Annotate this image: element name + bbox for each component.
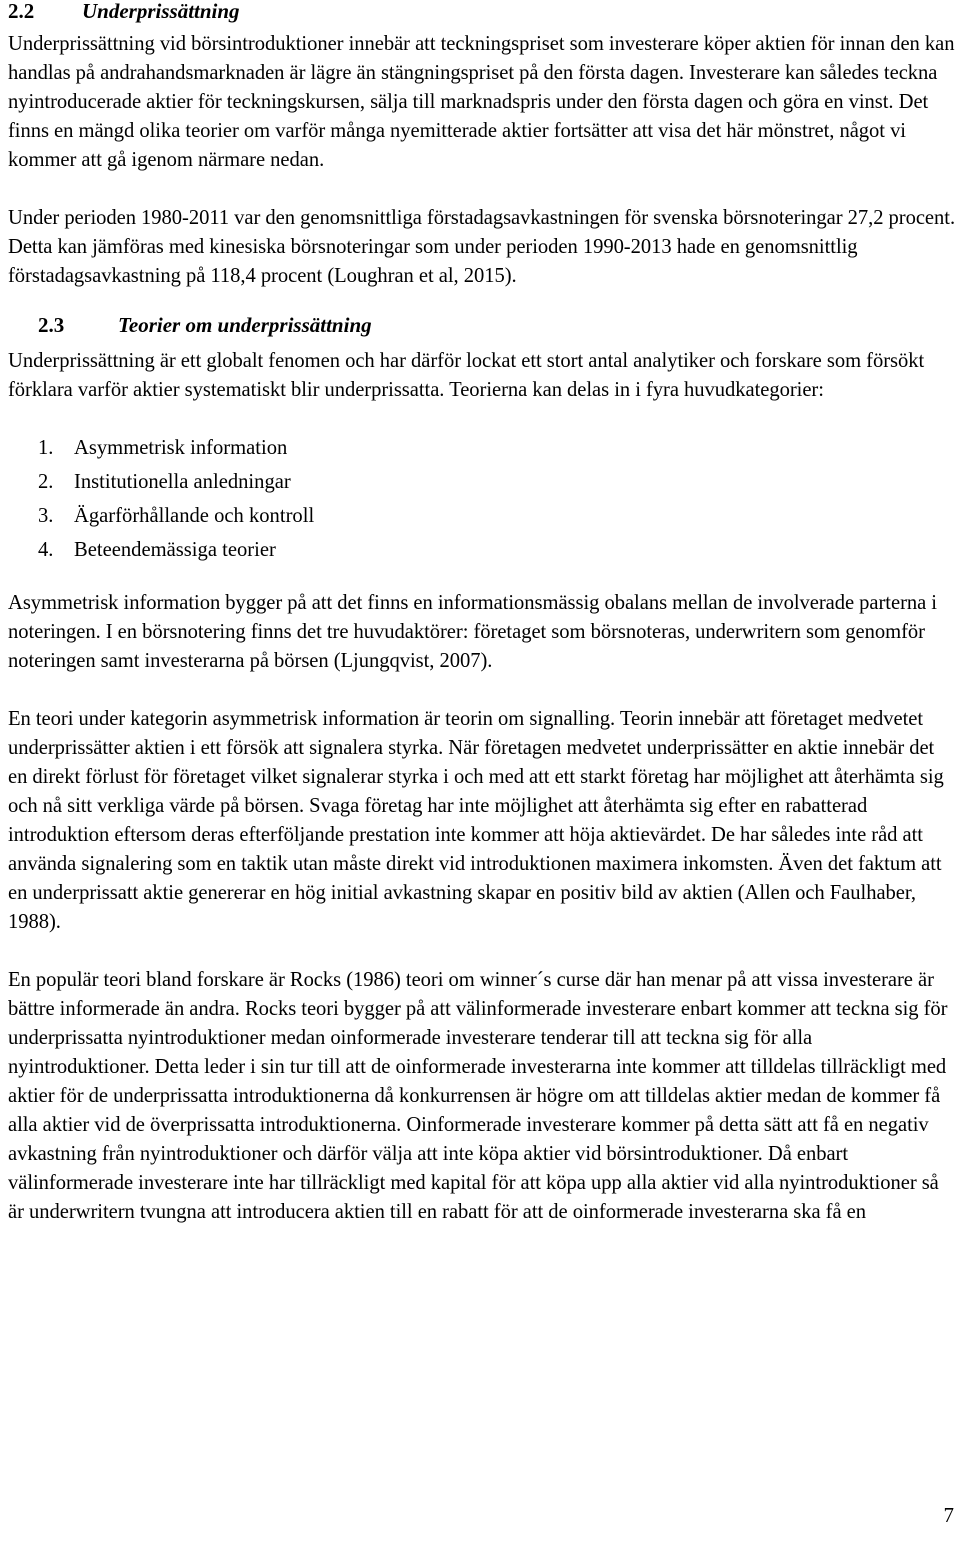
- list-item-label: Beteendemässiga teorier: [74, 539, 276, 561]
- list-item-number: 4.: [38, 539, 54, 561]
- body-paragraph: En populär teori bland forskare är Rocks (1986) teori om winner´s curse där han menar på att vissa investerare är bättre informerade än andra. Rocks teori bygger på att välinformerade investerare enbart kommer att teckna sig för underprissatta nyintroduktioner medan oinformerade investerare tenderar till att teckna sig för alla nyintroduktioner. Detta leder i sin tur till att de oinformerade investerarna inte kommer att tilldelas tillräckligt med aktier för de underprissatta introduktionerna då konkurrensen är högre om att tilldelas aktier medan de kommer få alla aktier vid de överprissatta introduktionerna. Oinformerade investerare kommer på detta sätt att få en negativ avkastning från nyintroduktioner och därför välja att inte köpa aktier vid börsintroduktioner. Då enbart välinformerade investerare inte har tillräckligt med kapital för att köpa upp alla aktier vid alla nyintroduktioner så är underwritern tvungna att introducera aktien till en rabatt för att de oinformerade investerarna ska få en: [8, 969, 948, 1223]
- list-item-number: 3.: [38, 505, 54, 527]
- list-item-number: 2.: [38, 471, 54, 493]
- section-number: 2.2: [8, 0, 35, 23]
- list-item: [8, 465, 958, 499]
- body-paragraph: Under perioden 1980-2011 var den genomsnittliga förstadagsavkastningen för svenska börsnoteringar 27,2 procent. Detta kan jämföras med kinesiska börsnoteringar som under perioden 1990-2013 hade en genomsnittlig förstadagsavkastning på 118,4 procent (Loughran et al, 2015).: [8, 207, 956, 287]
- list-item: [8, 533, 958, 567]
- list-item-number: 1.: [38, 437, 54, 459]
- category-list: [8, 431, 958, 567]
- body-paragraph: Asymmetrisk information bygger på att det finns en informationsmässig obalans mellan de involverade parterna i noteringen. I en börsnotering finns det tre huvudaktörer: företaget som börsnoteras, underwritern som genomför noteringen samt investerarna på börsen (Ljungqvist, 2007).: [8, 592, 937, 672]
- section-number: 2.3: [38, 313, 65, 337]
- section-title: Underprissättning: [82, 0, 240, 23]
- page-number: 7: [943, 1503, 954, 1527]
- list-item-label: Asymmetrisk information: [74, 437, 288, 459]
- list-item-label: Ägarförhållande och kontroll: [74, 505, 315, 527]
- section-heading-2-3: [8, 313, 958, 337]
- body-paragraph: En teori under kategorin asymmetrisk information är teorin om signalling. Teorin innebär att företaget medvetet underprissätter aktien i ett försök att signalera styrka. När företagen medvetet underprissätter en aktie innebär det en direkt förlust för företaget vilket signalerar styrka i och med att ett starkt företag har möjlighet att återhämta sig och nå sitt verkliga värde på börsen. Svaga företag har inte möjlighet att återhämta sig efter en rabatterad introduktion eftersom deras efterföljande prestation inte kommer att höja aktievärdet. De har således inte råd att använda signalering som en taktik utan måste direkt vid introduktionen maximera inkomsten. Även det faktum att en underprissatt aktie genererar en hög initial avkastning skapar en positiv bild av aktien (Allen och Faulhaber, 1988).: [8, 708, 944, 933]
- list-item: [8, 431, 958, 465]
- section-heading-2-2: [8, 0, 958, 23]
- list-item: [8, 499, 958, 533]
- body-paragraph: Underprissättning vid börsintroduktioner innebär att teckningspriset som investerare köper aktien för innan den kan handlas på andrahandsmarknaden är lägre än stängningspriset på den första dagen. Investerare kan således teckna nyintroducerade aktier för teckningskursen, sälja till marknadspris under den första dagen och göra en vinst. Det finns en mängd olika teorier om varför många nyemitterade aktier fortsätter att visa det här mönstret, något vi kommer att gå igenom närmare nedan.: [8, 33, 955, 171]
- section-title: Teorier om underprissättning: [118, 313, 372, 337]
- document-page: [8, 0, 958, 1227]
- body-paragraph: Underprissättning är ett globalt fenomen och har därför lockat ett stort antal analytiker och forskare som försökt förklara varför aktier systematiskt blir underprissatta. Teorierna kan delas in i fyra huvudkategorier:: [8, 350, 925, 401]
- list-item-label: Institutionella anledningar: [74, 471, 291, 493]
